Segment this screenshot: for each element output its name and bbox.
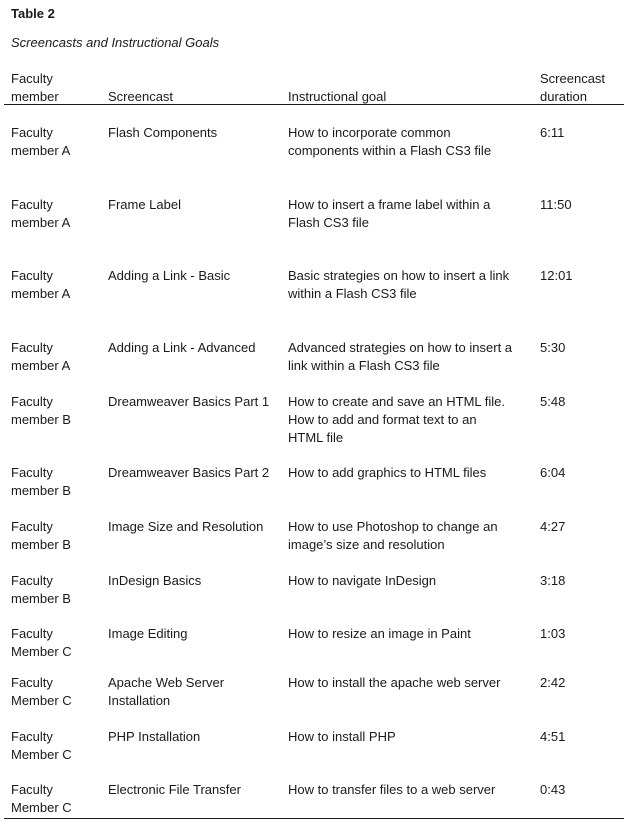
screencast-cell: Dreamweaver Basics Part 2 bbox=[108, 465, 270, 480]
header-faculty-member: Faculty member bbox=[11, 71, 59, 104]
duration-cell: 4:51 bbox=[540, 729, 566, 744]
faculty-cell: Faculty member A bbox=[11, 197, 71, 230]
duration-cell: 6:04 bbox=[540, 465, 566, 480]
header-screencast: Screencast bbox=[108, 89, 174, 104]
duration-cell: 1:03 bbox=[540, 626, 566, 641]
duration-cell: 2:42 bbox=[540, 675, 566, 690]
screencast-cell: InDesign Basics bbox=[108, 573, 202, 588]
screencast-cell: Image Editing bbox=[108, 626, 188, 641]
screencast-cell: Adding a Link - Advanced bbox=[108, 340, 256, 355]
goal-cell: How to insert a frame label within a Flash CS3 file bbox=[288, 197, 491, 230]
faculty-cell: Faculty member A bbox=[11, 125, 71, 158]
duration-cell: 5:48 bbox=[540, 394, 566, 409]
table-bottom-rule bbox=[4, 818, 624, 819]
duration-cell: 5:30 bbox=[540, 340, 566, 355]
goal-cell: How to incorporate common components within a Flash CS3 file bbox=[288, 125, 492, 158]
faculty-cell: Faculty Member C bbox=[11, 782, 72, 815]
faculty-cell: Faculty member B bbox=[11, 573, 71, 606]
goal-cell: How to install PHP bbox=[288, 729, 396, 744]
table-number: Table 2 bbox=[11, 6, 55, 21]
faculty-cell: Faculty member B bbox=[11, 465, 71, 498]
faculty-cell: Faculty Member C bbox=[11, 626, 72, 659]
goal-cell: How to create and save an HTML file. How to add and format text to an HTML file bbox=[288, 394, 506, 445]
goal-cell: Basic strategies on how to insert a link within a Flash CS3 file bbox=[288, 268, 510, 301]
goal-cell: How to install the apache web server bbox=[288, 675, 501, 690]
table-caption: Screencasts and Instructional Goals bbox=[11, 35, 220, 50]
screencast-cell: Apache Web Server Installation bbox=[108, 675, 225, 708]
screencast-cell: Adding a Link - Basic bbox=[108, 268, 231, 283]
screencast-cell: PHP Installation bbox=[108, 729, 201, 744]
goal-cell: How to navigate InDesign bbox=[288, 573, 437, 588]
table-top-rule bbox=[4, 104, 624, 105]
goal-cell: How to add graphics to HTML files bbox=[288, 465, 487, 480]
faculty-cell: Faculty member B bbox=[11, 519, 71, 552]
goal-cell: How to transfer files to a web server bbox=[288, 782, 496, 797]
header-screencast-duration: Screencast duration bbox=[540, 71, 606, 104]
screencast-cell: Image Size and Resolution bbox=[108, 519, 264, 534]
duration-cell: 3:18 bbox=[540, 573, 566, 588]
duration-cell: 4:27 bbox=[540, 519, 566, 534]
faculty-cell: Faculty Member C bbox=[11, 675, 72, 708]
goal-cell: How to use Photoshop to change an image’s size and resolution bbox=[288, 519, 498, 552]
duration-cell: 0:43 bbox=[540, 782, 566, 797]
faculty-cell: Faculty member B bbox=[11, 394, 71, 427]
duration-cell: 11:50 bbox=[540, 197, 572, 212]
faculty-cell: Faculty Member C bbox=[11, 729, 72, 762]
header-instructional-goal: Instructional goal bbox=[288, 89, 387, 104]
screencast-cell: Frame Label bbox=[108, 197, 181, 212]
goal-cell: How to resize an image in Paint bbox=[288, 626, 471, 641]
screencast-cell: Dreamweaver Basics Part 1 bbox=[108, 394, 270, 409]
screencast-cell: Flash Components bbox=[108, 125, 218, 140]
screencast-cell: Electronic File Transfer bbox=[108, 782, 241, 797]
duration-cell: 6:11 bbox=[540, 125, 565, 140]
goal-cell: Advanced strategies on how to insert a link within a Flash CS3 file bbox=[288, 340, 513, 373]
duration-cell: 12:01 bbox=[540, 268, 573, 283]
faculty-cell: Faculty member A bbox=[11, 268, 71, 301]
faculty-cell: Faculty member A bbox=[11, 340, 71, 373]
